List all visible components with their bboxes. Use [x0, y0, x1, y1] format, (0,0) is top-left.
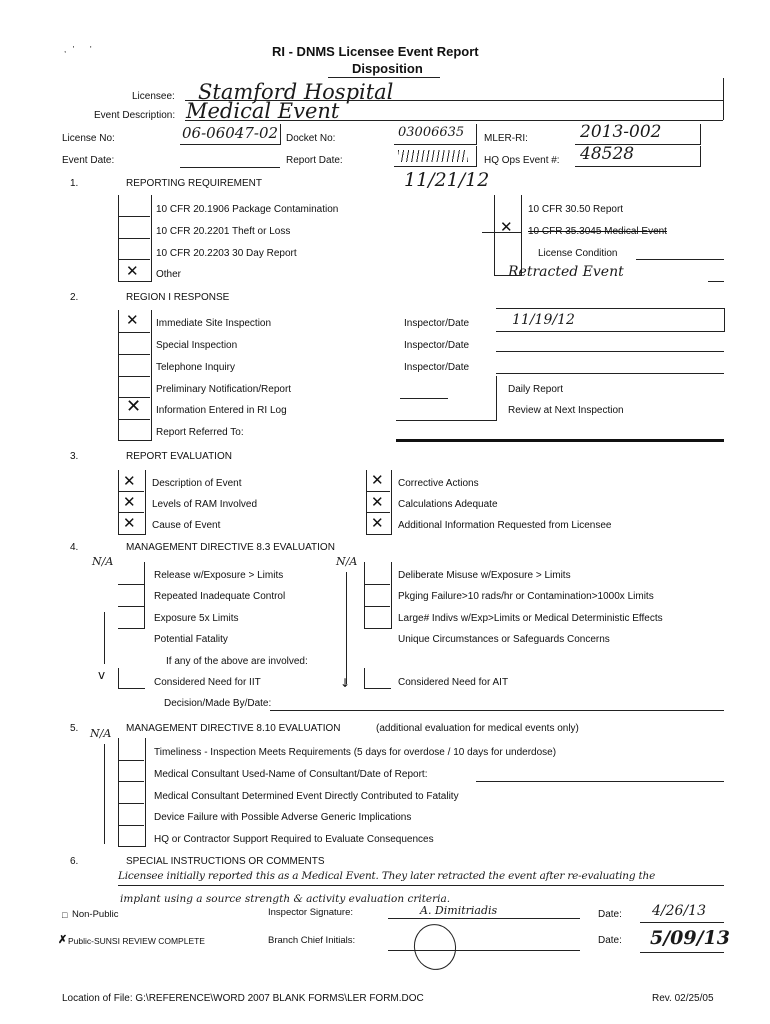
inspector-date-box: [496, 308, 725, 332]
s1-other-check-mark[interactable]: ✕: [126, 262, 139, 280]
s3-item-levels: Levels of RAM Involved: [152, 499, 258, 510]
review-next-label: Review at Next Inspection: [508, 405, 624, 416]
s6-comment-line1[interactable]: Licensee initially reported this as a Medical Event. They later retracted the event after re-evaluating the: [118, 870, 656, 882]
s4-na-left[interactable]: N/A: [92, 555, 114, 568]
form-title: RI - DNMS Licensee Event Report: [272, 44, 479, 59]
licensee-value[interactable]: Stamford Hospital: [198, 80, 394, 104]
section3-heading: REPORT EVALUATION: [126, 451, 232, 462]
s4-row-sep: [364, 584, 390, 585]
s2-item-preliminary: Preliminary Notification/Report: [156, 384, 292, 395]
revision-date: Rev. 02/25/05: [652, 993, 714, 1004]
s5-row-sep: [118, 825, 144, 826]
date1-value[interactable]: 4/26/13: [652, 903, 706, 919]
s6-comment-line2[interactable]: implant using a source strength & activity evaluation criteria.: [120, 893, 451, 905]
file-location: Location of File: G:\REFERENCE\WORD 2007 BLANK FORMS\LER FORM.DOC: [62, 993, 424, 1004]
s4-item-unique: Unique Circumstances or Safeguards Concerns: [398, 634, 610, 645]
s4-na-line-right: [346, 572, 347, 684]
s1-strike-dash: [482, 232, 522, 233]
date2-label: Date:: [598, 935, 622, 946]
s3-item-description: Description of Event: [152, 478, 242, 489]
daily-dash: [400, 398, 448, 399]
s5-item-device: Device Failure with Possible Adverse Generic Implications: [154, 812, 412, 823]
s3-row-sep: [118, 512, 144, 513]
s5-item-timeliness: Timeliness - Inspection Meets Requirements (5 days for overdose / 10 days for underdose): [154, 747, 557, 758]
section2-heading: REGION I RESPONSE: [126, 292, 230, 303]
section4-heading: MANAGEMENT DIRECTIVE 8.3 EVALUATION: [126, 542, 335, 553]
s1-right-medical-event: 10 CFR 35.3045 Medical Event: [528, 226, 667, 237]
event-desc-line: [185, 120, 723, 121]
s1-item-package: 10 CFR 20.1906 Package Contamination: [156, 204, 339, 215]
s2-item-immediate: Immediate Site Inspection: [156, 318, 272, 329]
s5-item-consultant: Medical Consultant Used-Name of Consultant/Date of Report:: [154, 769, 428, 780]
mler-label: MLER-RI:: [484, 133, 528, 144]
date1-line: [640, 922, 724, 923]
inspector-signature-label: Inspector Signature:: [268, 907, 354, 918]
public-check-mark[interactable]: ✗: [58, 934, 68, 946]
license-no-label: License No:: [62, 133, 115, 144]
s6-comment-rule: [118, 885, 724, 886]
s4-na-right[interactable]: N/A: [336, 555, 358, 568]
s1-right-license-condition: License Condition: [538, 248, 618, 259]
s3-corrective-check-mark[interactable]: ✕: [371, 471, 384, 489]
s5-consultant-line: [476, 781, 724, 782]
inspector-signature-value[interactable]: A. Dimitriadis: [420, 904, 498, 917]
s1-medical-event-check-mark[interactable]: ✕: [500, 218, 513, 236]
s4-iit-checkbox: [118, 668, 145, 689]
section6-heading: SPECIAL INSTRUCTIONS OR COMMENTS: [126, 856, 325, 867]
hq-ops-value[interactable]: 48528: [580, 144, 635, 164]
section5-heading: MANAGEMENT DIRECTIVE 8.10 EVALUATION: [126, 723, 341, 734]
s2-row-sep: [118, 419, 150, 420]
inspector-sig-line: [388, 918, 580, 919]
s2-item-telephone: Telephone Inquiry: [156, 362, 235, 373]
s1-row-sep: [118, 238, 150, 239]
licensee-label: Licensee:: [132, 91, 175, 102]
s4-item-misuse: Deliberate Misuse w/Exposure > Limits: [398, 570, 571, 581]
s5-row-sep: [118, 803, 144, 804]
s4-arrow-left-mark: v: [98, 668, 106, 682]
event-date-line: [180, 167, 280, 168]
license-condition-line: [636, 259, 724, 260]
s4-decision: Decision/Made By/Date:: [164, 698, 272, 709]
s4-ait-checkbox: [364, 668, 391, 689]
s4-item-pkging: Pkging Failure>10 rads/hr or Contamination>1000x Limits: [398, 591, 654, 602]
mler-box: [575, 124, 701, 145]
s4-item-large: Large# Indivs w/Exp>Limits or Medical Deterministic Effects: [398, 613, 663, 624]
section4-number: 4.: [70, 542, 79, 553]
s5-checkbox-column: [118, 738, 146, 847]
other-line-end: [708, 281, 724, 282]
s1-row-sep: [118, 259, 150, 260]
report-date-scribble: [398, 150, 468, 162]
hq-ops-box: [575, 146, 701, 167]
event-date-label: Event Date:: [62, 155, 115, 166]
section5-heading-note: (additional evaluation for medical events only): [376, 723, 579, 734]
inspector-line-3: [496, 373, 724, 374]
report-date-value[interactable]: 11/21/12: [404, 169, 490, 191]
s1-item-30day: 10 CFR 20.2203 30 Day Report: [156, 248, 297, 259]
s4-arrow-right-mark: ↓: [340, 676, 351, 690]
s4-item-repeated: Repeated Inadequate Control: [154, 591, 286, 602]
s5-item-hq-support: HQ or Contractor Support Required to Evaluate Consequences: [154, 834, 434, 845]
s4-decision-line: [270, 710, 724, 711]
non-public-label: Non-Public: [72, 909, 119, 920]
section5-number: 5.: [70, 723, 79, 734]
s1-right-30-50: 10 CFR 30.50 Report: [528, 204, 624, 215]
s4-row-sep: [118, 584, 144, 585]
s4-na-line-left: [104, 612, 105, 664]
title-underline: [328, 77, 440, 78]
form-subtitle: Disposition: [352, 61, 423, 76]
s2-item-special: Special Inspection: [156, 340, 238, 351]
scan-speck: , ' ': [64, 45, 92, 54]
s2-row-sep: [118, 354, 150, 355]
s1-other-value[interactable]: Retracted Event: [508, 264, 624, 280]
hq-ops-label: HQ Ops Event #:: [484, 155, 560, 166]
public-sunsi-label: Public-SUNSI REVIEW COMPLETE: [68, 936, 205, 946]
event-desc-value[interactable]: Medical Event: [186, 99, 340, 123]
mler-value[interactable]: 2013-002: [580, 122, 662, 142]
s5-na-line: [104, 744, 105, 844]
report-date-label: Report Date:: [286, 155, 343, 166]
s3-row-sep: [366, 491, 390, 492]
s4-item-fatality: Potential Fatality: [154, 634, 228, 645]
section1-heading: REPORTING REQUIREMENT: [126, 178, 262, 189]
section1-number: 1.: [70, 178, 79, 189]
s3-description-check-mark[interactable]: ✕: [123, 472, 136, 490]
event-desc-box-edge: [723, 100, 724, 120]
s5-item-fatality: Medical Consultant Determined Event Directly Contributed to Fatality: [154, 791, 459, 802]
section2-number: 2.: [70, 292, 79, 303]
date2-value[interactable]: 5/09/13: [650, 927, 730, 949]
s5-row-sep: [118, 781, 144, 782]
s4-right-checkbox-column: [364, 562, 392, 629]
s2-immediate-check-mark[interactable]: ✕: [126, 311, 139, 329]
s2-row-sep: [118, 332, 150, 333]
s4-left-checkbox-column: [118, 562, 145, 629]
s4-item-release: Release w/Exposure > Limits: [154, 570, 284, 581]
s3-cause-check-mark[interactable]: ✕: [123, 514, 136, 532]
s2-item-referred: Report Referred To:: [156, 427, 244, 438]
non-public-checkbox[interactable]: □: [62, 910, 68, 920]
s3-levels-check-mark[interactable]: ✕: [123, 493, 136, 511]
s4-row-sep: [118, 606, 144, 607]
s4-considered-iit: Considered Need for IIT: [154, 677, 261, 688]
s3-additional-check-mark[interactable]: ✕: [371, 514, 384, 532]
inspector-date-label-2: Inspector/Date: [404, 340, 470, 351]
s3-item-cause: Cause of Event: [152, 520, 221, 531]
s3-row-sep: [366, 512, 390, 513]
s2-item-info-log: Information Entered in RI Log: [156, 405, 287, 416]
branch-chief-initials-scribble[interactable]: [410, 920, 461, 974]
s2-row-sep: [118, 376, 150, 377]
s4-row-sep: [364, 606, 390, 607]
license-no-box: [180, 124, 281, 145]
docket-no-value[interactable]: 03006635: [398, 125, 465, 140]
licensee-box-edge: [723, 78, 724, 100]
s4-considered-ait: Considered Need for AIT: [398, 677, 509, 688]
s1-row-sep: [118, 216, 150, 217]
s1-item-theft: 10 CFR 20.2201 Theft or Loss: [156, 226, 291, 237]
license-no-value[interactable]: 06-06047-02: [182, 124, 279, 142]
s4-if-any: If any of the above are involved:: [166, 656, 308, 667]
section3-number: 3.: [70, 451, 79, 462]
s3-item-corrective: Corrective Actions: [398, 478, 479, 489]
s4-item-exposure: Exposure 5x Limits: [154, 613, 239, 624]
section2-bold-rule: [396, 439, 724, 442]
inspector-date-value[interactable]: 11/19/12: [512, 312, 575, 328]
date1-label: Date:: [598, 909, 622, 920]
docket-no-box: [394, 124, 477, 145]
inspector-date-label-3: Inspector/Date: [404, 362, 470, 373]
event-desc-label: Event Description:: [94, 110, 176, 121]
daily-report-label: Daily Report: [508, 384, 564, 395]
s1-item-other: Other: [156, 269, 182, 280]
s2-info-log-check-mark[interactable]: ✕: [126, 396, 142, 417]
s3-item-calculations: Calculations Adequate: [398, 499, 498, 510]
section6-number: 6.: [70, 856, 79, 867]
date2-line: [640, 952, 724, 953]
s5-na[interactable]: N/A: [90, 727, 112, 740]
docket-no-label: Docket No:: [286, 133, 336, 144]
s3-calculations-check-mark[interactable]: ✕: [371, 493, 384, 511]
s3-item-additional: Additional Information Requested from Licensee: [398, 520, 612, 531]
inspector-line-2: [496, 351, 724, 352]
s5-row-sep: [118, 760, 144, 761]
inspector-date-label-1: Inspector/Date: [404, 318, 470, 329]
s3-row-sep: [118, 491, 144, 492]
branch-chief-label: Branch Chief Initials:: [268, 935, 356, 946]
